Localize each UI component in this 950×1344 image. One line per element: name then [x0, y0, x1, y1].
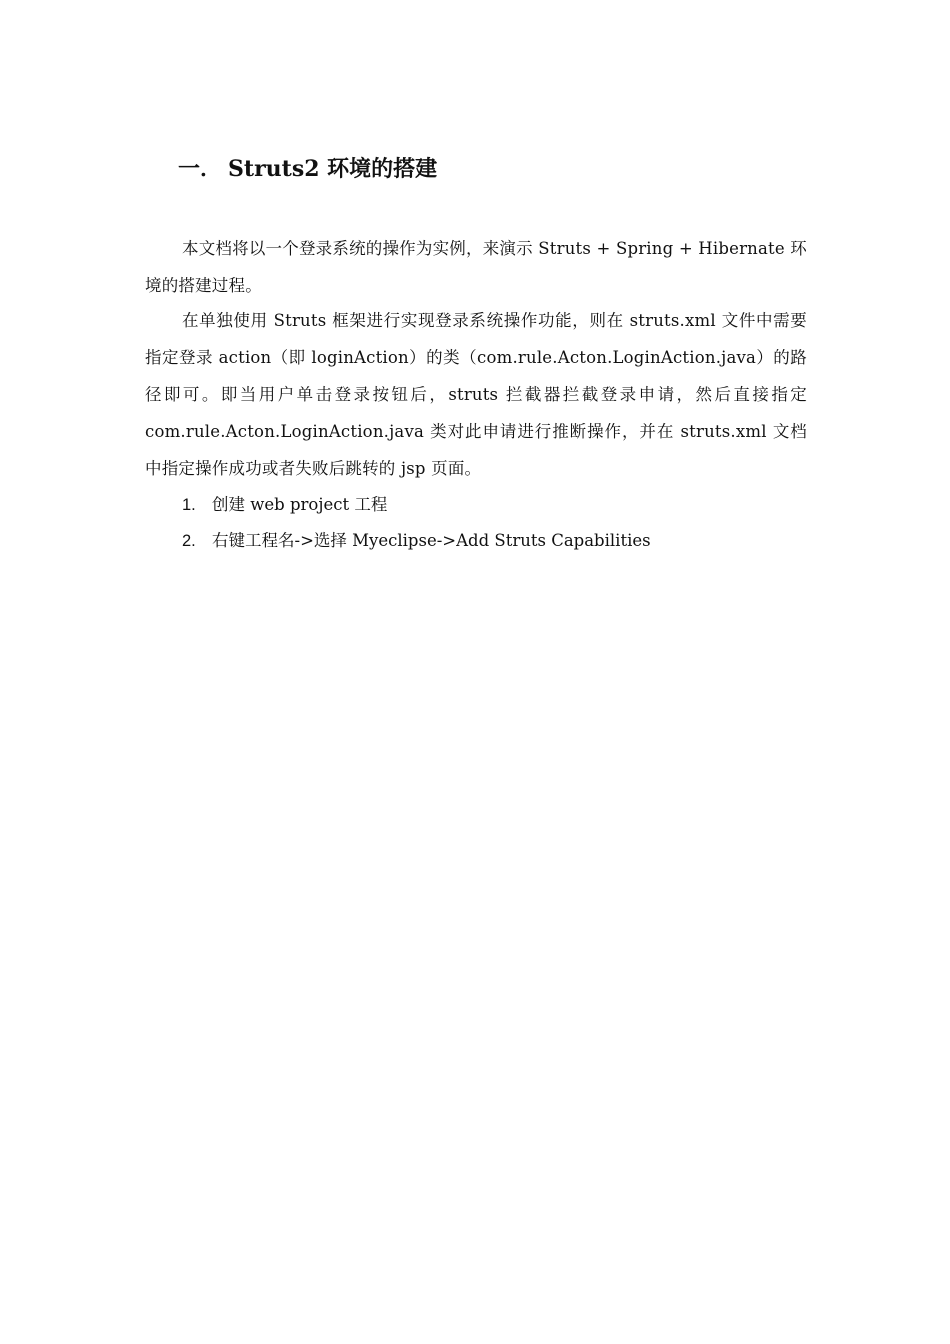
- struts-paragraph: 在单独使用 Struts 框架进行实现登录系统操作功能，则在 struts.xml 文件中需要指定登录 action（即 loginAction）的类（com.rule.Acton.LoginAction.java）的路径即可。即当用户单击登录按钮后，struts 拦截器拦截登录申请，然后直接指定 com.rule.Acton.LoginAction.java 类对此申请进行推断操作，并在 struts.xml 文档中指定操作成功或者失败后跳转的 jsp 页面。: [145, 311, 807, 478]
- section-heading: [178, 152, 818, 186]
- heading-number: 一．: [178, 156, 223, 182]
- heading-text: Struts2 环境的搭建: [228, 156, 438, 182]
- intro-paragraph: 本文档将以一个登录系统的操作为实例，来演示 Struts + Spring + Hibernate 环境的搭建过程。: [145, 239, 807, 295]
- list-item: [182, 523, 802, 559]
- list-item: [182, 487, 802, 523]
- steps-list: [182, 487, 802, 559]
- list-item-text: 创建 web project 工程: [212, 495, 388, 514]
- list-marker: 1.: [182, 496, 196, 514]
- list-marker: 2.: [182, 532, 196, 550]
- list-item-text: 右键工程名->选择 Myeclipse->Add Struts Capabilities: [212, 531, 651, 550]
